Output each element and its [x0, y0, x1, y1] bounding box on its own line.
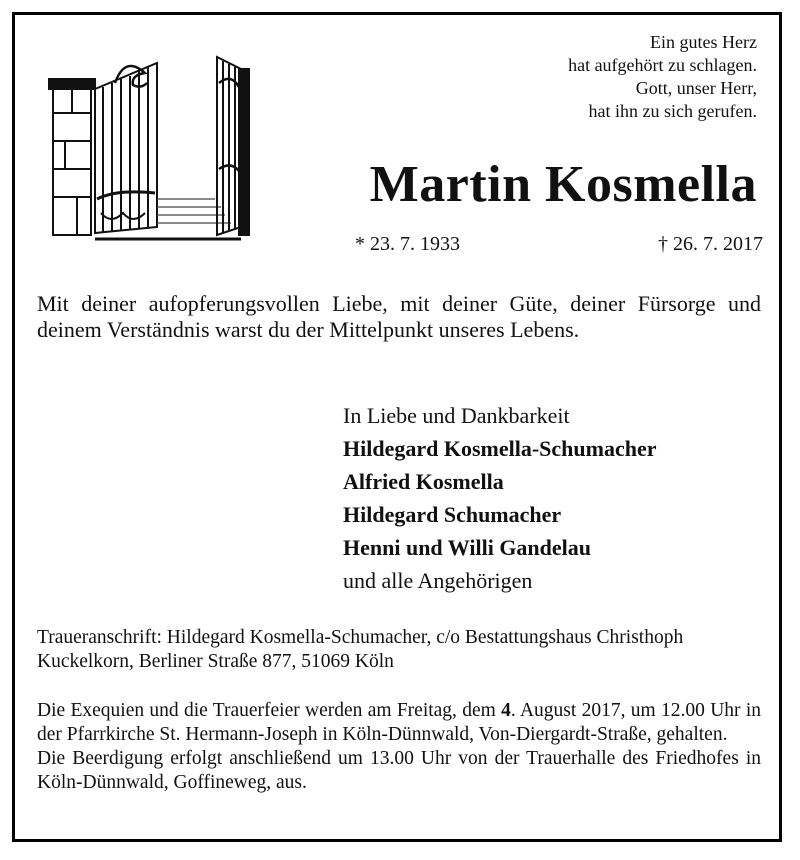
- quote-line: hat ihn zu sich gerufen.: [588, 101, 757, 121]
- quote-line: hat aufgehört zu schlagen.: [568, 55, 757, 75]
- quote-line: Ein gutes Herz: [650, 32, 757, 52]
- mourner-name: Henni und Willi Gandelau: [343, 535, 592, 560]
- mourner-name: Hildegard Kosmella-Schumacher: [343, 436, 657, 461]
- burial-paragraph: Die Beerdigung erfolgt anschließend um 13.00 Uhr von der Trauerhalle des Friedhofes in Köln-Dünnwald, Goffineweg, aus.: [37, 748, 761, 793]
- ground-hatching: [95, 199, 241, 239]
- funeral-service-details: [37, 699, 761, 795]
- memorial-quote: [568, 31, 757, 123]
- quote-line: Gott, unser Herr,: [635, 78, 757, 98]
- death-date: † 26. 7. 2017: [658, 233, 763, 255]
- deceased-name: Martin Kosmella: [369, 156, 757, 213]
- birth-date: * 23. 7. 1933: [355, 233, 460, 255]
- mourning-address: Traueranschrift: Hildegard Kosmella-Schumacher, c/o Bestattungshaus Christhoph Kuckelkorn, Berliner Straße 877, 51069 Köln: [37, 627, 684, 672]
- mourners-opening: In Liebe und Dankbarkeit: [343, 403, 570, 428]
- left-gate-wing: [95, 63, 157, 233]
- dedication-paragraph: Mit deiner aufopferungsvollen Liebe, mit deiner Güte, deiner Fürsorge und deinem Verständnis warst du der Mittelpunkt unseres Lebens.: [37, 291, 761, 342]
- mourners-closing: und alle Angehörigen: [343, 568, 533, 593]
- open-gate-illustration: [45, 49, 255, 244]
- requiem-paragraph: [37, 699, 761, 747]
- mourner-name: Alfried Kosmella: [343, 469, 504, 494]
- mourners-block: [343, 399, 656, 597]
- life-dates: [355, 233, 763, 256]
- requiem-text-end: . August 2017, um 12.00 Uhr in der Pfarrkirche St. Hermann-Joseph in Köln-Dünnwald, Von-Diergardt-Straße, gehalten.: [37, 700, 761, 745]
- requiem-text-start: Die Exequien und die Trauerfeier werden am Freitag, dem: [37, 700, 502, 721]
- obituary-card: [12, 12, 782, 842]
- right-gate-wing: [217, 57, 249, 235]
- mourner-name: Hildegard Schumacher: [343, 502, 562, 527]
- requiem-date-day: 4: [501, 700, 511, 721]
- stone-pillar: [49, 79, 95, 235]
